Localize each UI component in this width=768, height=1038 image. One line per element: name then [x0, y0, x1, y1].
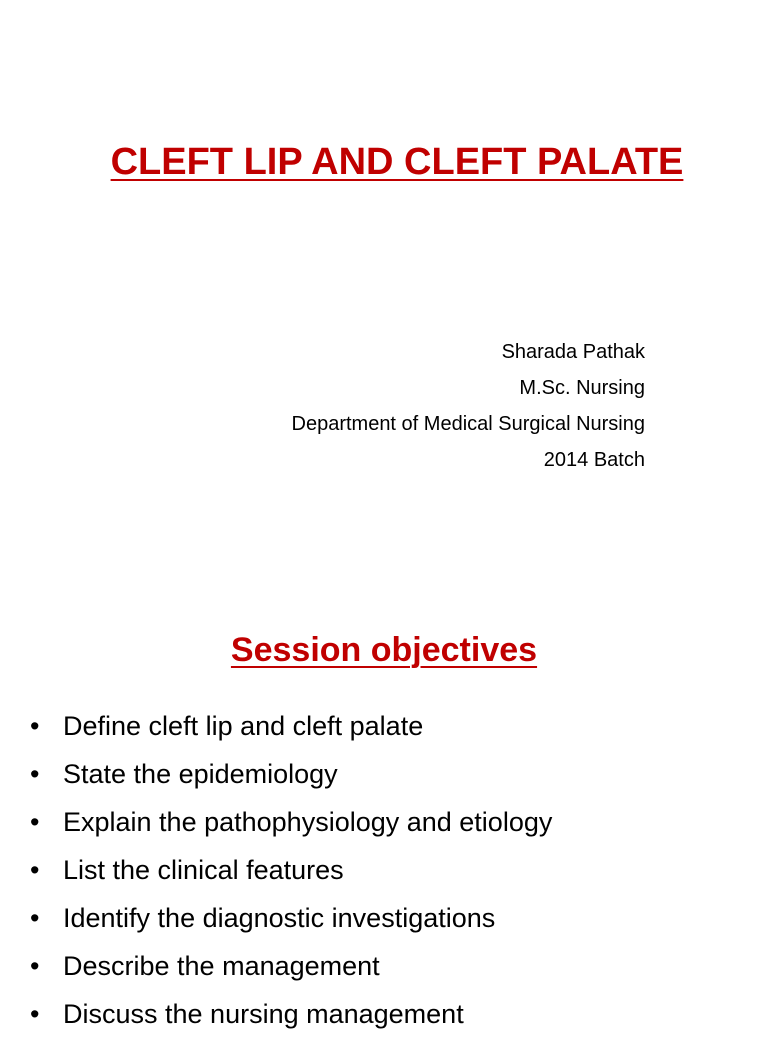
author-degree: M.Sc. Nursing [519, 377, 645, 399]
list-item [30, 798, 552, 846]
author-block [292, 334, 646, 478]
objective-text: Describe the management [63, 951, 380, 981]
slide-title: CLEFT LIP AND CLEFT PALATE [110, 141, 684, 183]
list-item [30, 990, 552, 1038]
bullet-dot-icon: • [30, 807, 40, 837]
bullet-dot-icon: • [30, 759, 40, 789]
objective-text: Discuss the nursing management [63, 999, 464, 1029]
bullet-dot-icon: • [30, 711, 40, 741]
bullet-dot-icon: • [30, 999, 40, 1029]
list-item [30, 846, 552, 894]
author-name: Sharada Pathak [501, 341, 645, 363]
list-item [30, 750, 552, 798]
objective-text: Define cleft lip and cleft palate [63, 711, 424, 741]
bullet-dot-icon: • [30, 855, 40, 885]
list-item [30, 702, 552, 750]
objective-text: State the epidemiology [63, 759, 338, 789]
bullet-dot-icon: • [30, 903, 40, 933]
objectives-heading: Session objectives [230, 631, 538, 669]
objective-text: List the clinical features [63, 855, 344, 885]
list-item [30, 942, 552, 990]
author-department: Department of Medical Surgical Nursing [291, 413, 645, 435]
list-item [30, 894, 552, 942]
objectives-list [30, 702, 552, 1038]
author-batch: 2014 Batch [543, 449, 645, 471]
objective-text: Explain the pathophysiology and etiology [63, 807, 553, 837]
objective-text: Identify the diagnostic investigations [63, 903, 496, 933]
bullet-dot-icon: • [30, 951, 40, 981]
